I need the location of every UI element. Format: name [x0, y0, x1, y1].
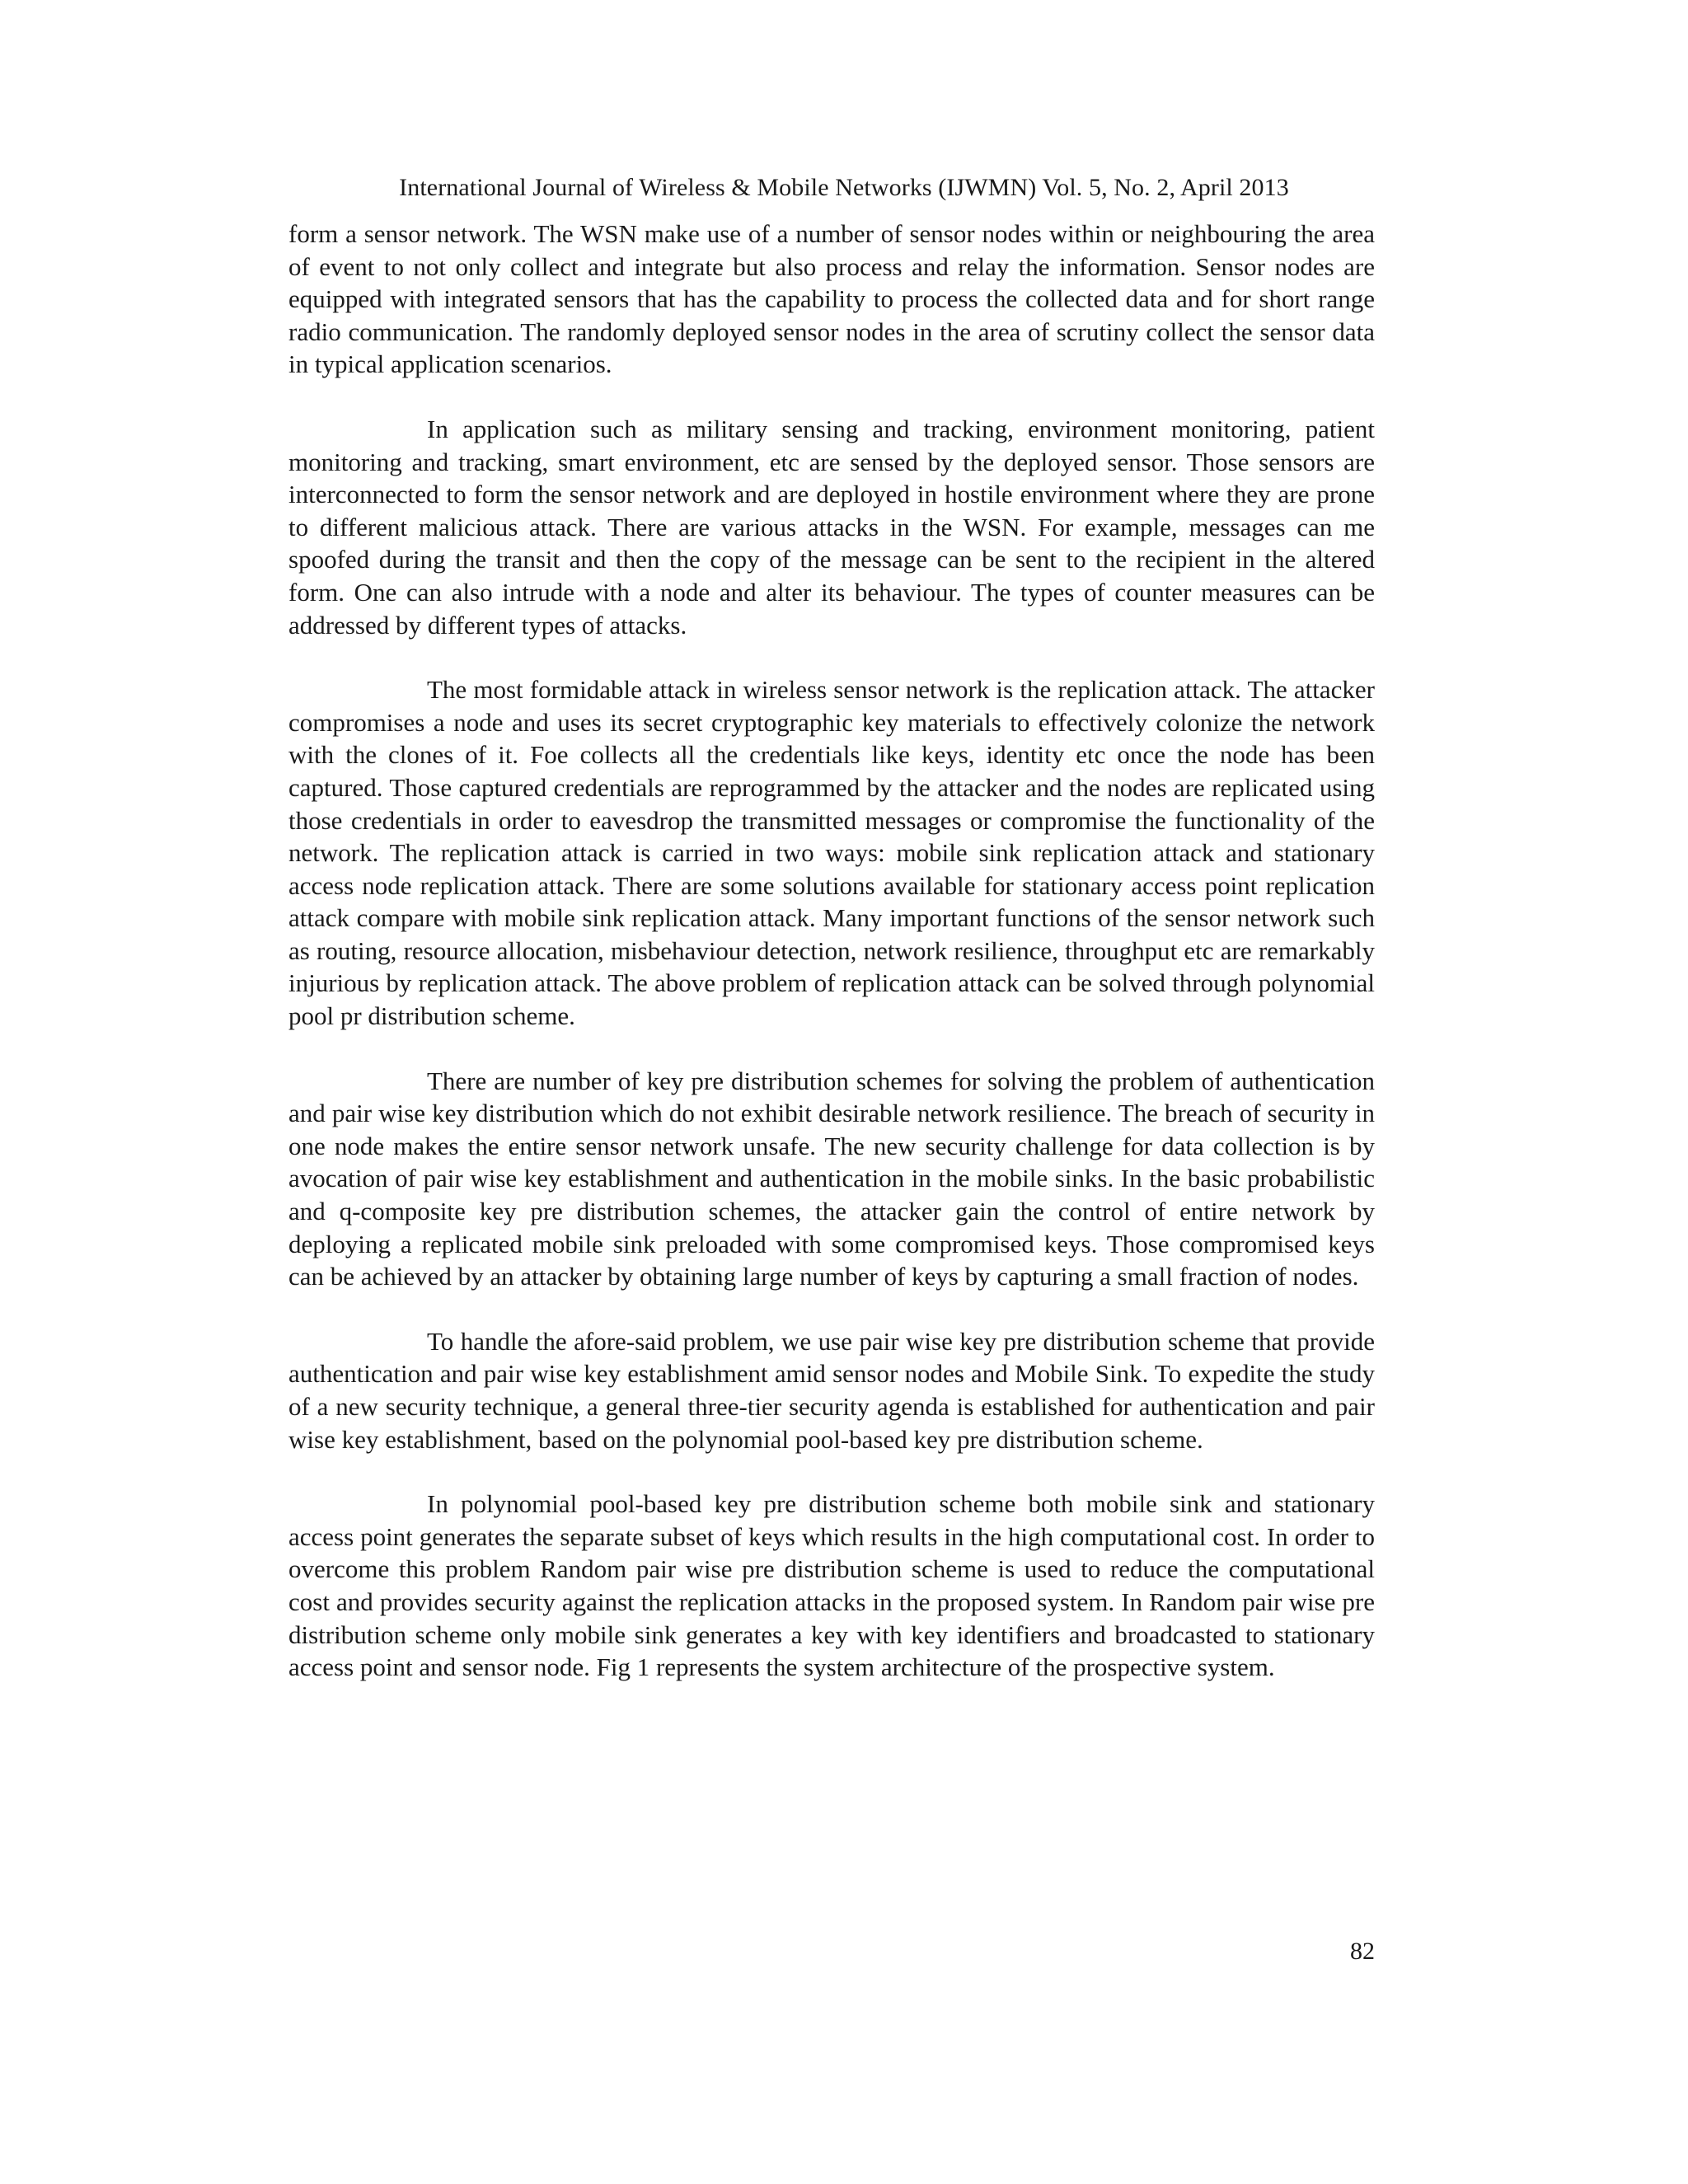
paragraph-replication-attack: The most formidable attack in wireless sensor network is the replication attack. The attacker compromises a node and uses its secret cryptographic key materials to effectively colonize the network with the clones of it. Foe collects all the credentials like keys, identity etc once the node has been captured. Those captured credentials are reprogrammed by the attacker and the nodes are replicated using those credentials in order to eavesdrop the transmitted messages or compromise the functionality of the network. The replication attack is carried in two ways: mobile sink replication attack and stationary access node replication attack. There are some solutions available for stationary access point replication attack compare with mobile sink replication attack. Many important functions of the sensor network such as routing, resource allocation, misbehaviour detection, network resilience, throughput etc are remarkably injurious by replication attack. The above problem of replication attack can be solved through polynomial pool pr distribution scheme.: [288, 675, 1375, 1031]
body-text: [288, 218, 1375, 1716]
paragraph-continuation: form a sensor network. The WSN make use of a number of sensor nodes within or neighbouring the area of event to not only collect and integrate but also process and relay the information. Sensor nodes are equipped with integrated sensors that has the capability to process the collected data and for short range radio communication. The randomly deployed sensor nodes in the area of scrutiny collect the sensor data in typical application scenarios.: [288, 219, 1375, 379]
paragraph-key-predistribution: There are number of key pre distribution schemes for solving the problem of authentication and pair wise key distribution which do not exhibit desirable network resilience. The breach of security in one node makes the entire sensor network unsafe. The new security challenge for data collection is by avocation of pair wise key establishment and authentication in the mobile sinks. In the basic probabilistic and q-composite key pre distribution schemes, the attacker gain the control of entire network by deploying a replicated mobile sink preloaded with some compromised keys. Those compromised keys can be achieved by an attacker by obtaining large number of keys by capturing a small fraction of nodes.: [288, 1066, 1375, 1291]
paragraph-applications: In application such as military sensing and tracking, environment monitoring, patient monitoring and tracking, smart environment, etc are sensed by the deployed sensor. Those sensors are interconnected to form the sensor network and are deployed in hostile environment where they are prone to different malicious attack. There are various attacks in the WSN. For example, messages can me spoofed during the transit and then the copy of the message can be sent to the recipient in the altered form. One can also intrude with a node and alter its behaviour. The types of counter measures can be addressed by different types of attacks.: [288, 414, 1375, 640]
paragraph-polynomial-pool: In polynomial pool-based key pre distribution scheme both mobile sink and stationary access point generates the separate subset of keys which results in the high computational cost. In order to overcome this problem Random pair wise pre distribution scheme is used to reduce the computational cost and provides security against the replication attacks in the proposed system. In Random pair wise pre distribution scheme only mobile sink generates a key with key identifiers and broadcasted to stationary access point and sensor node. Fig 1 represents the system architecture of the prospective system.: [288, 1489, 1375, 1682]
running-header: International Journal of Wireless & Mobile Networks (IJWMN) Vol. 5, No. 2, April 2013: [399, 174, 1289, 201]
page-number: 82: [1350, 1938, 1375, 1965]
paragraph-proposed-approach: To handle the afore-said problem, we use pair wise key pre distribution scheme that provide authentication and pair wise key establishment amid sensor nodes and Mobile Sink. To expedite the study of a new security technique, a general three-tier security agenda is established for authentication and pair wise key establishment, based on the polynomial pool-based key pre distribution scheme.: [288, 1326, 1375, 1454]
